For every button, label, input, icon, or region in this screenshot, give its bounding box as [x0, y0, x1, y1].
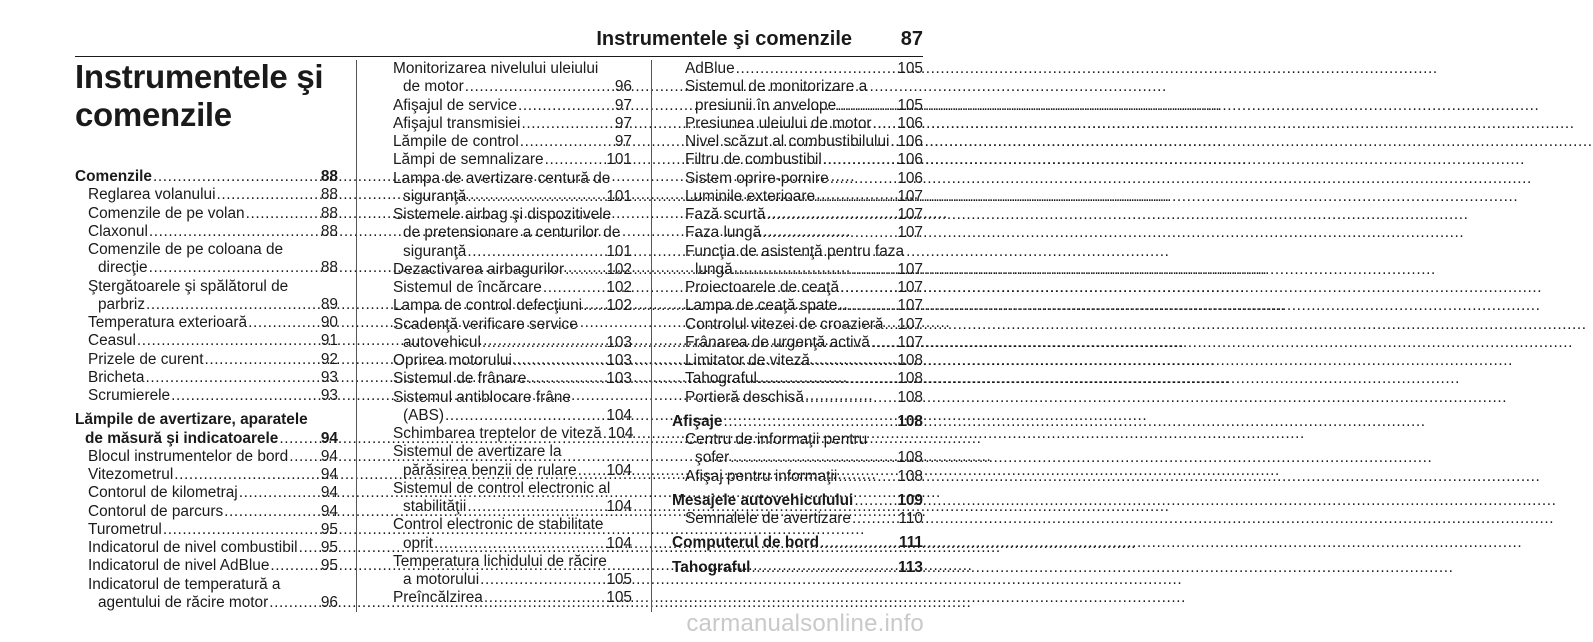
dot-leader	[246, 205, 320, 223]
toc-entry-page: 94	[320, 502, 338, 520]
dot-leader	[299, 539, 320, 557]
toc-entry-page: 96	[320, 593, 338, 611]
toc-entry-label: Proiectoarele de ceaţă	[685, 279, 840, 296]
dot-leader	[736, 60, 897, 78]
toc-entry-label: Blocul instrumentelor de bord	[88, 447, 289, 465]
running-header	[0, 0, 960, 56]
toc-entry[interactable]	[75, 223, 338, 241]
toc-entry-page: 107	[897, 224, 923, 242]
toc-column-1	[75, 168, 338, 612]
toc-entry-page: 104	[606, 498, 632, 515]
toc-section-entry[interactable]	[672, 534, 923, 552]
dot-leader	[270, 557, 319, 575]
toc-entry[interactable]	[672, 243, 923, 280]
toc-entry[interactable]	[75, 332, 338, 350]
toc-entry-label: Lămpile de control	[393, 133, 519, 150]
dot-leader	[565, 261, 605, 279]
toc-entry-label: Presiunea uleiului de motor	[685, 114, 872, 132]
toc-entry-page: 108	[897, 352, 923, 369]
toc-entry-page: 97	[614, 96, 632, 114]
toc-entry-label: Prizele de curent	[88, 350, 204, 368]
toc-entry[interactable]	[672, 224, 923, 242]
toc-entry-label: Preîncălzirea	[393, 589, 483, 607]
dot-leader	[603, 425, 607, 443]
toc-entry-label: Sistemul antiblocare frâne	[393, 388, 571, 406]
toc-entry-page: 108	[897, 370, 923, 388]
toc-entry-label: Computerul de bord	[672, 534, 820, 552]
toc-entry-label: Centru de informaţii pentru	[685, 431, 868, 448]
dot-leader	[811, 352, 896, 370]
toc-entry-page: 107	[897, 279, 923, 296]
toc-entry-page: 93	[320, 387, 338, 404]
toc-entry[interactable]	[672, 151, 923, 169]
dot-leader	[823, 151, 896, 169]
toc-entry-label: Lămpile de avertizare, aparatele	[75, 411, 308, 429]
toc-entry-page: 106	[897, 169, 923, 187]
dot-leader	[873, 115, 897, 133]
toc-entry-label: Afişaje	[672, 412, 723, 430]
toc-entry[interactable]	[380, 261, 632, 279]
toc-entry-label: presiunii în anvelope	[695, 96, 837, 114]
toc-section-entry[interactable]	[75, 168, 338, 186]
toc-entry[interactable]	[672, 206, 923, 224]
toc-entry-page: 89	[320, 295, 338, 313]
toc-section-entry[interactable]	[75, 411, 338, 448]
toc-entry[interactable]	[672, 431, 923, 468]
toc-entry-label: Sistemul de frânare	[393, 370, 527, 388]
toc-section-entry[interactable]	[672, 492, 923, 510]
toc-entry[interactable]	[672, 115, 923, 133]
dot-leader	[545, 151, 606, 169]
toc-column-2	[380, 60, 632, 608]
toc-entry-page: 105	[897, 60, 923, 77]
toc-entry-label: de pretensionare a centurilor de	[403, 224, 621, 242]
toc-entry-page: 102	[606, 279, 632, 296]
toc-entry-label: Lampa de control defecţiuni	[393, 297, 583, 315]
toc-entry[interactable]	[75, 557, 338, 575]
toc-entry-page: 108	[897, 449, 923, 467]
toc-entry-label: Sistem oprire-pornire	[685, 169, 829, 187]
toc-entry[interactable]	[75, 278, 338, 315]
toc-entry-label: Lampa de ceaţă spate	[685, 297, 838, 315]
toc-entry-page: 107	[897, 187, 923, 205]
toc-entry[interactable]	[75, 314, 338, 332]
toc-entry-label: Comenzile	[75, 168, 152, 185]
toc-entry-label: Bricheta	[88, 368, 145, 386]
toc-entry-page: 93	[320, 368, 338, 386]
toc-entry-page: 105	[606, 589, 632, 607]
column-divider	[651, 60, 652, 612]
toc-entry-label: Sistemul de control electronic al	[393, 479, 611, 497]
toc-entry[interactable]	[672, 370, 923, 388]
dot-leader	[854, 492, 896, 510]
toc-entry[interactable]	[672, 78, 923, 115]
page-number: 87	[900, 28, 923, 50]
toc-entry-label: Scadenţă verificare service	[393, 315, 578, 333]
toc-entry-label: Luminile exterioare	[685, 187, 816, 205]
toc-entry-label: Dezactivarea airbagurilor	[393, 260, 565, 278]
toc-entry-label: (ABS)	[403, 406, 445, 424]
toc-entry-label: direcţie	[98, 259, 148, 277]
dot-leader	[838, 297, 896, 315]
toc-entry-page: 107	[897, 206, 923, 223]
dot-leader	[163, 521, 320, 539]
toc-entry-label: siguranţă	[403, 242, 467, 260]
toc-entry[interactable]	[672, 316, 923, 334]
toc-entry[interactable]	[672, 279, 923, 297]
toc-entry[interactable]	[380, 133, 632, 151]
dot-leader	[758, 370, 896, 388]
toc-entry-label: Scrumierele	[88, 387, 171, 404]
toc-entry-page: 103	[606, 333, 632, 351]
toc-entry-page: 110	[898, 510, 923, 527]
dot-leader	[171, 387, 320, 405]
dot-leader	[137, 332, 320, 350]
toc-entry[interactable]	[380, 115, 632, 133]
dot-leader	[734, 261, 897, 279]
toc-entry-label: a motorului	[403, 571, 480, 588]
dot-leader	[830, 170, 897, 188]
toc-entry-label: Contorul de kilometraj	[88, 484, 238, 502]
toc-entry-label: Sistemul de monitorizare a	[685, 78, 868, 96]
dot-leader	[840, 279, 896, 297]
section-title: Instrumentele şi comenzile	[596, 28, 852, 50]
dot-leader	[890, 133, 896, 151]
dot-leader	[520, 133, 614, 151]
toc-entry-label: de motor	[403, 78, 464, 96]
dot-leader	[482, 334, 605, 352]
dot-leader	[465, 78, 614, 96]
toc-entry-page: 97	[614, 133, 632, 150]
toc-entry[interactable]	[672, 133, 923, 151]
toc-entry-page: 113	[898, 558, 923, 576]
toc-entry-page: 102	[606, 260, 632, 278]
toc-entry[interactable]	[672, 334, 923, 352]
toc-entry[interactable]	[672, 297, 923, 315]
toc-entry-page: 101	[606, 242, 632, 260]
toc-entry-label: Mesajele autovehiculului	[672, 491, 854, 509]
dot-leader	[820, 534, 898, 552]
dot-leader	[216, 186, 319, 204]
toc-column-3	[672, 60, 923, 577]
toc-entry[interactable]	[380, 316, 632, 353]
toc-entry[interactable]	[380, 279, 632, 297]
toc-entry-page: 95	[320, 539, 338, 556]
dot-leader	[884, 316, 896, 334]
toc-entry-label: Temperatura exterioară	[88, 314, 248, 331]
toc-entry-label: Turometrul	[88, 520, 162, 538]
toc-entry[interactable]	[380, 151, 632, 169]
dot-leader	[730, 449, 896, 467]
toc-entry[interactable]	[672, 188, 923, 206]
toc-entry-label: părăsirea benzii de rulare	[403, 461, 577, 479]
toc-entry-page: 92	[320, 350, 338, 368]
toc-entry-label: lungă	[695, 260, 733, 278]
toc-entry-label: oprit	[403, 534, 433, 552]
toc-entry-label: Afişaj pentru informaţii	[685, 467, 838, 485]
toc-entry-page: 101	[606, 187, 632, 205]
toc-entry-page: 107	[897, 260, 923, 278]
toc-entry-page: 108	[897, 412, 923, 430]
toc-entry-label: Sistemele airbag şi dispozitivele	[393, 206, 612, 223]
toc-entry[interactable]	[75, 466, 338, 484]
toc-entry-page: 88	[320, 204, 338, 222]
toc-entry[interactable]	[380, 425, 632, 443]
dot-leader	[723, 413, 896, 431]
toc-entry-page: 94	[320, 466, 338, 483]
toc-entry-label: şofer	[695, 449, 730, 467]
toc-entry-page: 105	[606, 571, 632, 588]
dot-leader	[205, 351, 320, 369]
toc-entry-label: Monitorizarea nivelului uleiului	[393, 60, 599, 77]
dot-leader	[852, 510, 897, 528]
dot-leader	[816, 188, 896, 206]
dot-leader	[467, 188, 605, 206]
dot-leader	[174, 466, 320, 484]
toc-entry[interactable]	[380, 370, 632, 388]
dot-leader	[149, 223, 320, 241]
toc-entry-label: Control electronic de stabilitate	[393, 516, 604, 534]
dot-leader	[239, 484, 320, 502]
toc-entry[interactable]	[380, 60, 632, 97]
toc-entry[interactable]	[380, 516, 632, 553]
toc-entry[interactable]	[75, 448, 338, 466]
dot-leader	[762, 224, 896, 242]
dot-leader	[766, 206, 896, 224]
toc-entry[interactable]	[380, 170, 632, 207]
toc-entry-label: Ştergătoarele şi spălătorul de	[88, 277, 289, 295]
toc-entry-label: Fază scurtă	[685, 206, 766, 223]
chapter-title-line1: Instrumentele şi	[75, 58, 324, 95]
dot-leader	[248, 314, 320, 332]
toc-entry-page: 105	[897, 96, 923, 114]
toc-entry-label: Temperatura lichidului de răcire	[393, 552, 607, 570]
toc-entry-label: Contorul de parcurs	[88, 502, 224, 520]
toc-entry-label: Tahograful	[685, 370, 757, 388]
dot-leader	[224, 503, 320, 521]
toc-entry-label: autovehicul	[403, 333, 481, 351]
dot-leader	[805, 389, 896, 407]
dot-leader	[521, 115, 613, 133]
toc-entry[interactable]	[75, 503, 338, 521]
header-divider	[75, 56, 923, 57]
dot-leader	[153, 168, 320, 186]
toc-entry-label: Sistemul de încărcare	[393, 279, 542, 296]
toc-entry[interactable]	[380, 443, 632, 480]
dot-leader	[145, 369, 319, 387]
toc-entry-label: de măsură şi indicatoarele	[85, 429, 279, 447]
toc-entry-label: Comenzile de pe coloana de	[88, 241, 284, 258]
dot-leader	[583, 297, 605, 315]
toc-entry-label: Filtru de combustibil	[685, 151, 822, 169]
toc-entry-label: Limitator de viteză	[685, 352, 810, 369]
dot-leader	[751, 559, 897, 577]
toc-entry-page: 111	[899, 534, 923, 552]
dot-leader	[434, 535, 605, 553]
toc-entry-label: Frânarea de urgenţă activă	[685, 333, 870, 351]
dot-leader	[484, 589, 605, 607]
toc-entry-label: Lampa de avertizare centură de	[393, 169, 611, 187]
toc-section-entry[interactable]	[672, 559, 923, 577]
toc-entry-page: 107	[897, 333, 923, 351]
toc-entry-page: 108	[897, 467, 923, 485]
toc-entry-label: Afişajul transmisiei	[393, 114, 521, 132]
dot-leader	[480, 571, 605, 589]
toc-entry-page: 104	[606, 406, 632, 424]
toc-entry-page: 104	[606, 461, 632, 479]
toc-entry-label: siguranţă	[403, 187, 467, 205]
toc-entry[interactable]	[672, 468, 923, 486]
toc-entry[interactable]	[75, 521, 338, 539]
dot-leader	[837, 97, 896, 115]
toc-entry-page: 106	[897, 133, 923, 150]
toc-entry-label: Portieră deschisă	[685, 388, 804, 406]
toc-entry-label: Indicatorul de nivel combustibil	[88, 539, 298, 556]
toc-entry-label: Comenzile de pe volan	[88, 204, 245, 222]
toc-entry-page: 94	[320, 484, 338, 502]
toc-entry-page: 107	[897, 315, 923, 333]
toc-entry[interactable]	[380, 553, 632, 590]
toc-entry-page: 101	[606, 151, 632, 169]
dot-leader	[543, 279, 605, 297]
toc-entry[interactable]	[672, 60, 923, 78]
toc-entry-label: Sistemul de avertizare la	[393, 443, 562, 461]
toc-entry[interactable]	[380, 97, 632, 115]
toc-entry[interactable]	[75, 241, 338, 278]
toc-entry-page: 95	[320, 520, 338, 538]
toc-entry-label: Vitezometrul	[88, 466, 174, 483]
toc-entry[interactable]	[75, 387, 338, 405]
toc-entry[interactable]	[75, 205, 338, 223]
toc-entry[interactable]	[75, 484, 338, 502]
toc-entry-page: 108	[897, 388, 923, 406]
toc-entry-page: 97	[614, 114, 632, 132]
toc-entry[interactable]	[75, 351, 338, 369]
toc-entry[interactable]	[672, 510, 923, 528]
toc-entry[interactable]	[380, 297, 632, 315]
dot-leader	[269, 594, 320, 612]
toc-entry-page: 95	[320, 557, 338, 575]
toc-entry-page: 104	[607, 425, 634, 442]
toc-entry-label: AdBlue	[685, 60, 735, 77]
toc-entry-page: 88	[320, 259, 338, 277]
toc-entry-label: Ceasul	[88, 332, 136, 350]
toc-entry[interactable]	[75, 539, 338, 557]
dot-leader	[518, 97, 614, 115]
chapter-title-line2: comenzile	[75, 96, 232, 133]
toc-entry-label: Tahograful	[672, 558, 751, 576]
toc-entry-label: Controlul vitezei de croazieră	[685, 315, 884, 333]
toc-entry-page: 88	[320, 168, 338, 185]
toc-entry-page: 107	[897, 297, 923, 315]
toc-entry[interactable]	[380, 589, 632, 607]
toc-entry-page: 106	[897, 114, 923, 132]
toc-entry-label: agentului de răcire motor	[98, 593, 269, 611]
toc-entry[interactable]	[75, 369, 338, 387]
toc-entry-page: 88	[320, 222, 338, 240]
toc-entry-page: 90	[320, 314, 338, 331]
toc-entry[interactable]	[380, 480, 632, 517]
toc-entry[interactable]	[380, 389, 632, 426]
toc-entry-page: 94	[320, 447, 338, 465]
toc-entry-page: 88	[320, 186, 338, 204]
dot-leader	[578, 462, 606, 480]
toc-entry-label: Oprirea motorului	[393, 352, 512, 369]
toc-entry-label: Lămpi de semnalizare	[393, 151, 544, 169]
dot-leader	[149, 259, 320, 277]
toc-entry[interactable]	[672, 352, 923, 370]
toc-section-entry[interactable]	[672, 413, 923, 431]
dot-leader	[838, 468, 896, 486]
toc-entry[interactable]	[672, 170, 923, 188]
toc-entry-page: 102	[606, 297, 632, 315]
toc-entry-label: Funcţia de asistenţă pentru faza	[685, 242, 905, 260]
dot-leader	[513, 352, 605, 370]
toc-entry-label: Semnalele de avertizare	[685, 510, 851, 527]
toc-entry-page: 106	[897, 151, 923, 169]
toc-entry-page: 103	[606, 370, 632, 388]
toc-entry-label: Claxonul	[88, 222, 148, 240]
toc-entry-page: 91	[320, 332, 338, 350]
toc-entry-label: Afişajul de service	[393, 96, 518, 114]
toc-entry-page: 103	[606, 352, 632, 369]
dot-leader	[527, 370, 605, 388]
toc-entry-label: Faza lungă	[685, 224, 762, 242]
watermark: carmanualsonline.info	[686, 610, 924, 637]
dot-leader	[279, 430, 320, 448]
toc-entry-page: 94	[320, 429, 338, 447]
toc-entry-page: 109	[897, 491, 923, 509]
toc-entry-label: stabilităţii	[403, 498, 467, 515]
toc-entry-label: Indicatorul de nivel AdBlue	[88, 557, 270, 575]
toc-entry-label: Reglarea volanului	[88, 186, 216, 204]
toc-entry-label: Indicatorul de temperatură a	[88, 575, 281, 593]
toc-entry-page: 96	[614, 78, 632, 96]
toc-entry[interactable]	[380, 206, 632, 261]
dot-leader	[445, 407, 605, 425]
dot-leader	[146, 296, 320, 314]
dot-leader	[467, 243, 605, 261]
dot-leader	[467, 498, 605, 516]
chapter-title	[75, 58, 345, 134]
dot-leader	[871, 334, 897, 352]
toc-entry[interactable]	[672, 389, 923, 407]
toc-entry[interactable]	[75, 576, 338, 613]
dot-leader	[289, 448, 320, 466]
toc-entry-page: 104	[606, 534, 632, 552]
toc-entry[interactable]	[380, 352, 632, 370]
toc-entry-label: Schimbarea treptelor de viteză	[393, 425, 602, 442]
toc-entry-label: Nivel scăzut al combustibilului	[685, 133, 890, 150]
column-divider	[356, 60, 357, 612]
toc-entry-label: parbriz	[98, 295, 146, 313]
toc-entry[interactable]	[75, 186, 338, 204]
